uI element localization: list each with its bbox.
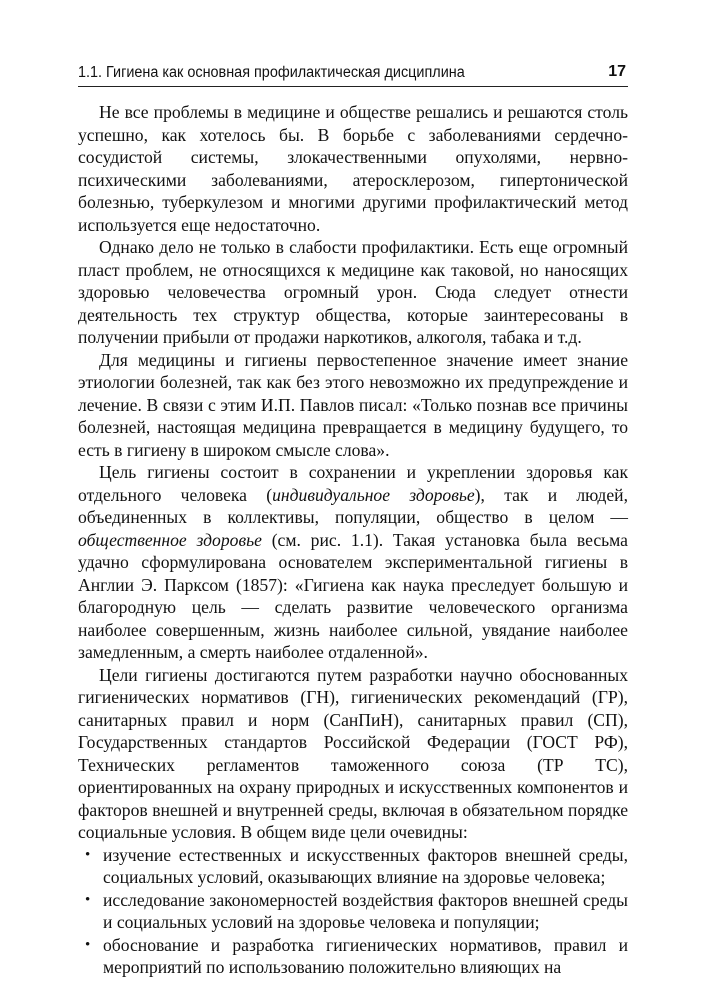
list-item-text: изучение естественных и искусственных факторов внешней среды, социальных условий, оказывающих влияние на здоровье человека; — [103, 844, 628, 887]
main-text — [78, 101, 628, 979]
running-header — [78, 62, 628, 87]
paragraph: Для медицины и гигиены первостепенное значение имеет знание этиологии болезней, так как без этого невозможно их предупреждение и лечение. В связи с этим И.П. Павлов писал: «Только познав все причины болезней, настоящая медицина превращается в медицину будущего, то есть в гигиену в широком смысле слова». — [78, 349, 628, 460]
paragraph-text: ), так и людей, объединенных в коллективы, популяции, общество в целом — — [78, 484, 628, 527]
emphasis-individual-health: индивидуальное здоровье — [272, 484, 475, 505]
paragraph: Цели гигиены достигаются путем разработки научно обоснованных гигиенических нормативов (ГН), гигиенических рекомендаций (ГР), санитарных правил и норм (СанПиН), санитарных правил (СП), Государственных стандартов Российской Федерации (ГОСТ РФ), Технических регламентов таможенного союза (ТР ТС), ориентированных на охрану природных и искусственных компонентов и факторов внешней и внутренней среды, включая в обязательном порядке социальные условия. В общем виде цели очевидны: — [78, 664, 628, 842]
paragraph-text: Цель гигиены состоит в сохранении и укреплении здоровья как отдельного человека ( — [78, 462, 628, 505]
goals-list — [78, 844, 628, 979]
emphasis-public-health: общественное здоровье — [78, 529, 262, 550]
paragraph-text: (см. рис. 1.1). Такая установка была весьма удачно сформулирована основателем экспериментальной гигиены в Англии Э. Парксом (1857): «Гигиена как наука преследует большую и благородную цель — сделать развитие человеческого организма наиболее совершенным, жизнь наиболее сильной, увядание наиболее замедленным, а смерть наиболее отдаленной». — [78, 529, 628, 662]
chapter-title: 1.1. Гигиена как основная профилактическая дисциплина — [78, 64, 465, 81]
bullet-icon: • — [85, 891, 91, 908]
paragraph: Не все проблемы в медицине и обществе решались и решаются столь успешно, как хотелось бы. В борьбе с заболеваниями сердечно-сосудистой системы, злокачественными опухолями, нервно-психическими заболеваниями, атеросклерозом, гипертонической болезнью, туберкулезом и многими другими профилактический метод используется еще недостаточно. — [78, 102, 628, 235]
paragraph: Однако дело не только в слабости профилактики. Есть еще огромный пласт проблем, не относящихся к медицине как таковой, но наносящих здоровью человечества огромный урон. Сюда следует отнести деятельность тех структур общества, которые заинтересованы в получении прибыли от продажи наркотиков, алкоголя, табака и т.д. — [78, 237, 628, 347]
list-item-text: исследование закономерностей воздействия факторов внешней среды и социальных условий на здоровье человека и популяции; — [103, 889, 628, 932]
list-item — [78, 844, 628, 889]
list-item — [78, 889, 628, 934]
list-item-text: обоснование и разработка гигиенических нормативов, правил и мероприятий по использованию положительно влияющих на — [103, 934, 628, 977]
page-number: 17 — [608, 63, 626, 80]
bullet-icon: • — [85, 936, 91, 953]
list-item — [78, 934, 628, 979]
bullet-icon: • — [85, 846, 91, 863]
paragraph — [78, 461, 628, 664]
